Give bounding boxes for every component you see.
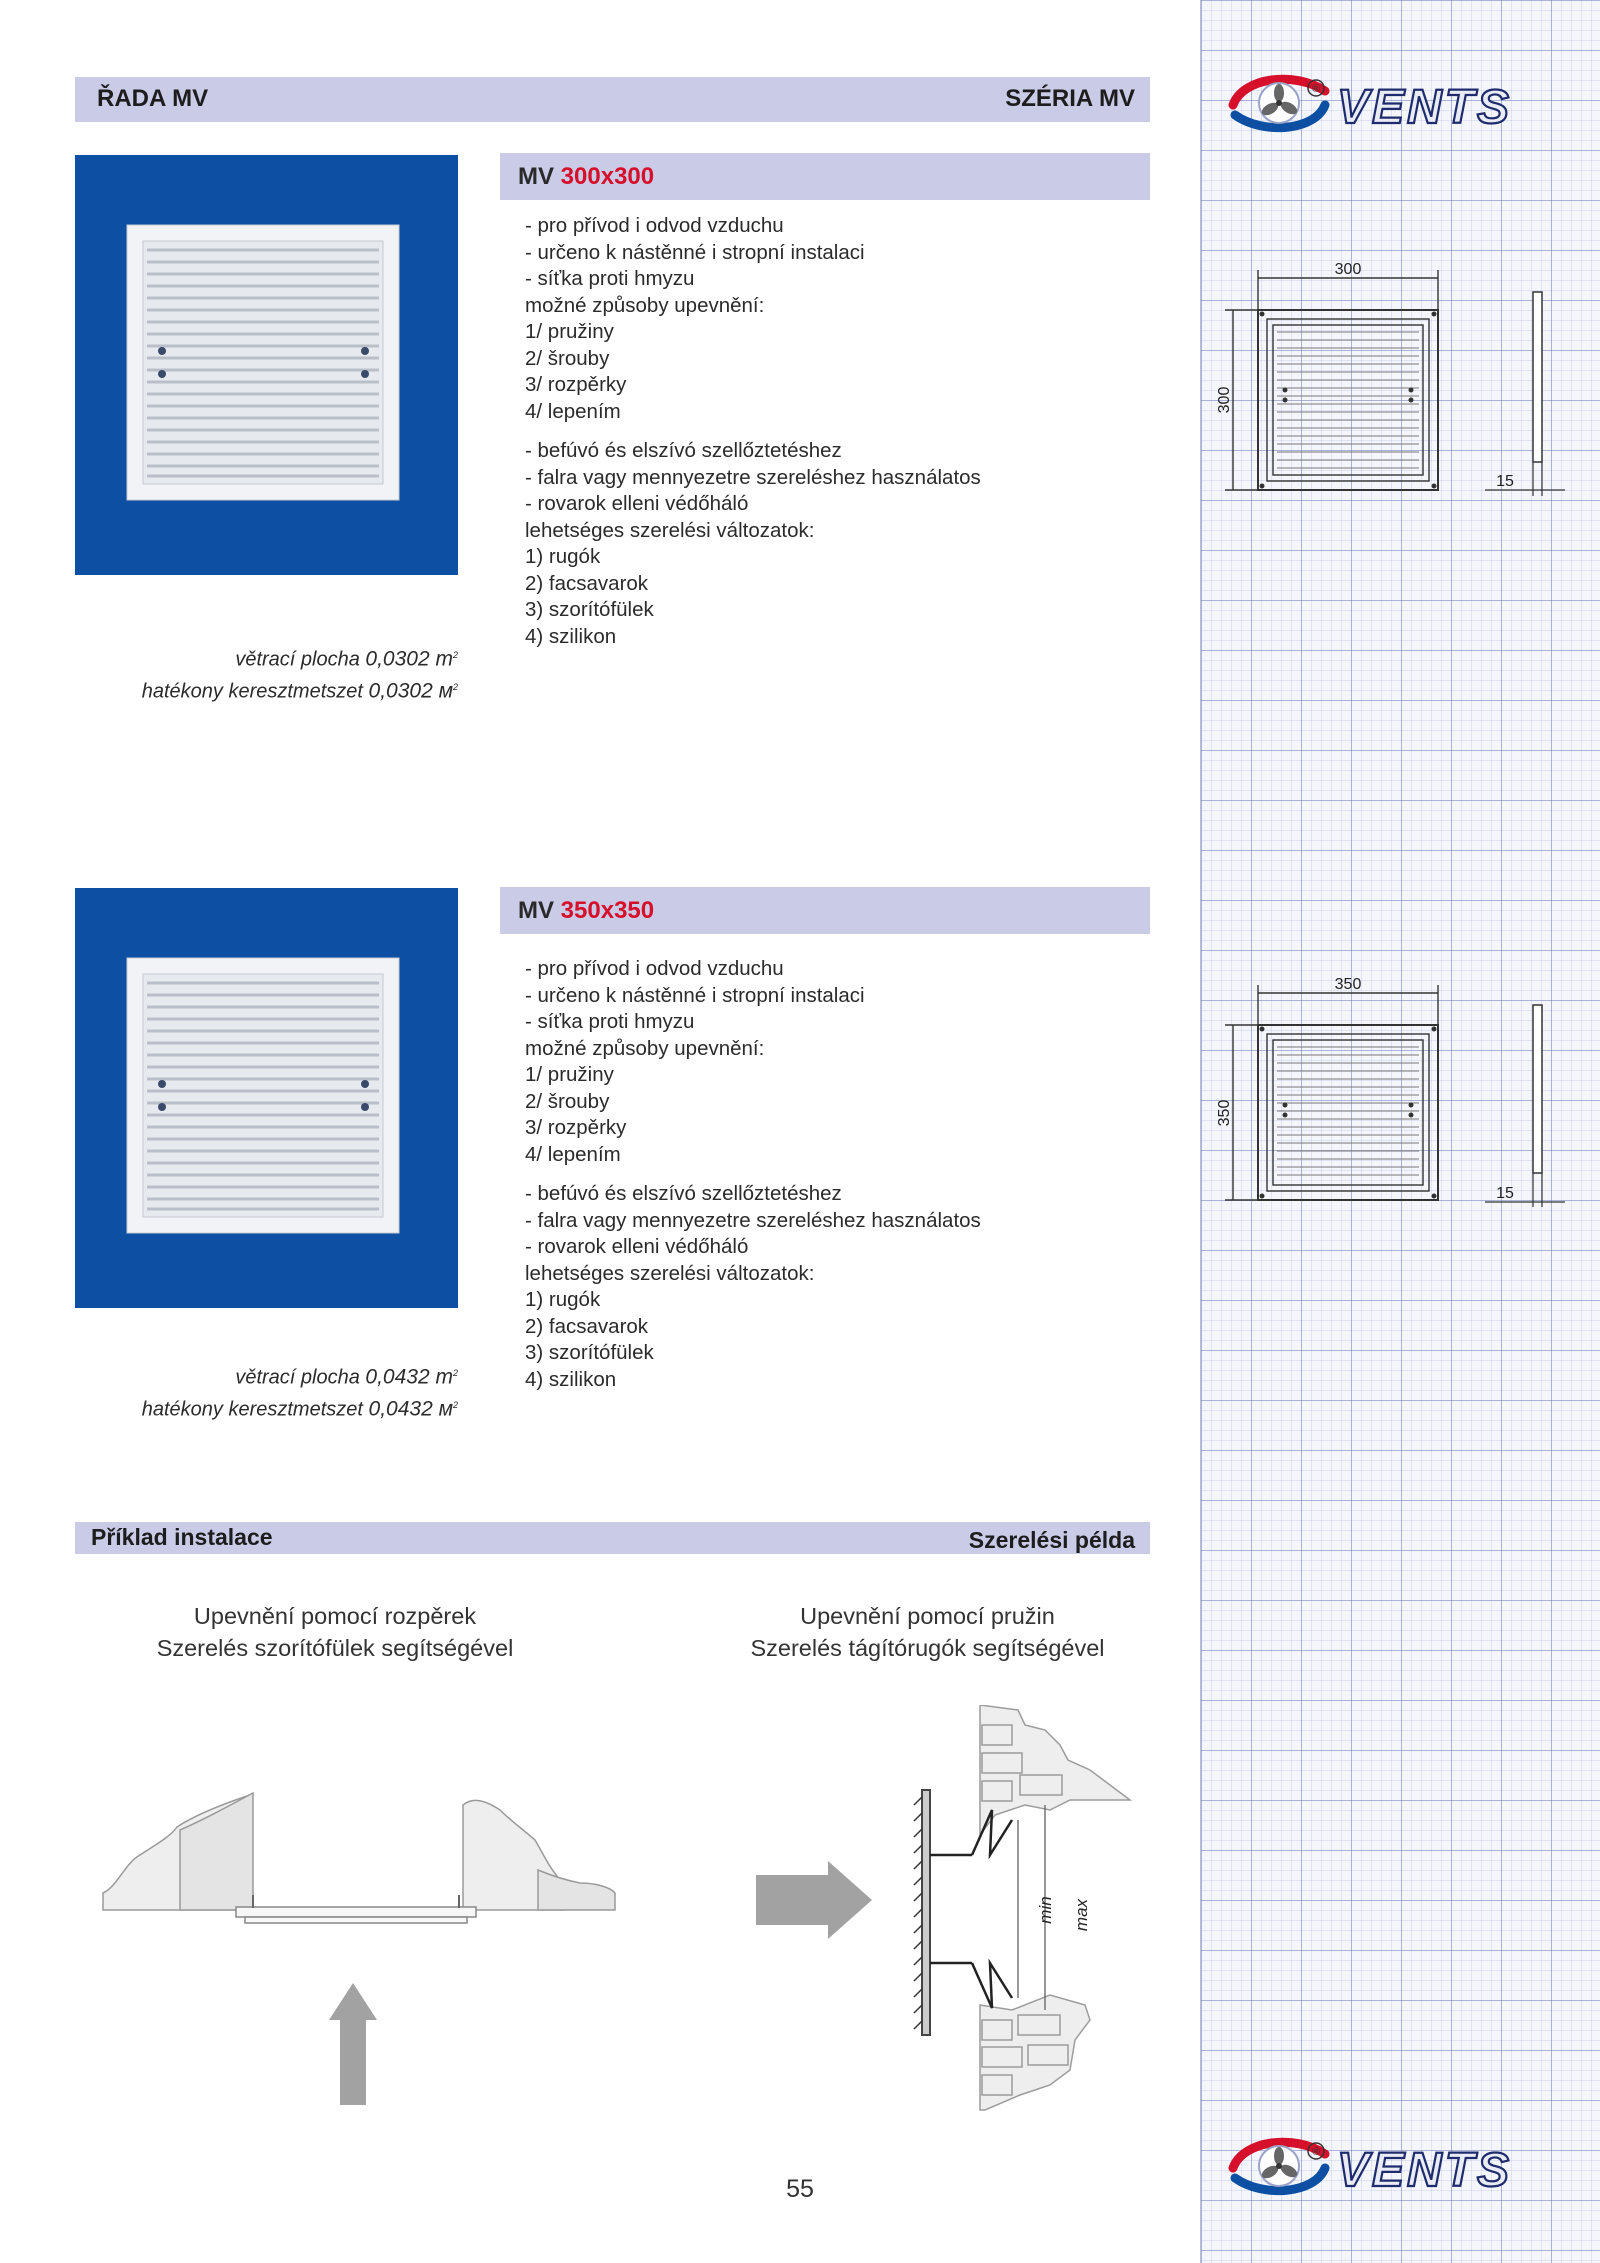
free-area-hu: hatékony keresztmetszet 0,0432 $м^2$: [141, 1397, 458, 1421]
svg-text:max: max: [1072, 1898, 1091, 1932]
desc-line: 4/ lepením: [525, 1142, 621, 1166]
vents-logo-bottom: [1225, 2128, 1565, 2203]
technical-drawing-350: [1215, 975, 1575, 1215]
installation-header-bar: [75, 1522, 1150, 1554]
up-arrow-icon: [329, 1983, 377, 2105]
model-prefix: MV: [518, 163, 554, 190]
svg-text:®: ®: [1311, 83, 1321, 95]
description-cz-300: [525, 213, 865, 425]
desc-line: lehetséges szerelési változatok:: [525, 518, 815, 542]
desc-line: 4) szilikon: [525, 1367, 617, 1391]
desc-line: 3/ rozpěrky: [525, 1116, 627, 1139]
svg-text:15: 15: [1496, 473, 1514, 490]
spring-mounting-illustration: [750, 1705, 1170, 2125]
free-area-cz: větrací plocha 0,0432 $m^2$: [235, 1365, 458, 1389]
spacer-mounting-illustration: [95, 1775, 635, 2115]
model-size: 300x300: [560, 163, 655, 190]
desc-line: 3) szorítófülek: [525, 598, 654, 621]
svg-text:®: ®: [1311, 2146, 1321, 2158]
free-area-hu: hatékony keresztmetszet 0,0302 $м^2$: [141, 679, 458, 703]
desc-line: 1) rugók: [525, 545, 601, 568]
caption-spacers: [100, 1600, 570, 1664]
right-arrow-icon: [756, 1861, 872, 1939]
caption-line: Szerelés szorítófülek segítségével: [156, 1635, 514, 1661]
series-header-bar: [75, 77, 1150, 122]
technical-drawing-300: [1215, 260, 1575, 500]
desc-line: 3/ rozpěrky: [525, 373, 627, 396]
description-hu-300: [525, 438, 981, 650]
desc-line: - befúvó és elszívó szellőztetéshez: [525, 439, 842, 462]
desc-line: 2) facsavarok: [525, 571, 649, 595]
desc-line: 2/ šrouby: [525, 1089, 610, 1113]
desc-line: - rovarok elleni védőháló: [525, 1235, 749, 1258]
desc-line: 1) rugók: [525, 1288, 601, 1311]
product-photo-350: [75, 888, 458, 1308]
svg-text:350: 350: [1216, 1099, 1233, 1127]
product-photo-300: [75, 155, 458, 575]
desc-line: 4/ lepením: [525, 399, 621, 423]
desc-line: - falra vagy mennyezetre szereléshez használatos: [525, 465, 981, 489]
desc-line: - rovarok elleni védőháló: [525, 492, 749, 515]
model-title: [518, 897, 654, 925]
series-title-hu: SZÉRIA MV: [1005, 85, 1135, 112]
desc-line: - síťka proti hmyzu: [525, 1010, 695, 1033]
caption-springs: [690, 1600, 1165, 1664]
vents-logo-top: [1225, 65, 1565, 140]
svg-text:VENTS: VENTS: [1337, 2144, 1513, 2197]
desc-line: 2/ šrouby: [525, 346, 610, 370]
model-bar-300: [500, 153, 1150, 200]
svg-text:300: 300: [1334, 261, 1362, 278]
desc-line: 1/ pružiny: [525, 1063, 614, 1086]
desc-line: - befúvó és elszívó szellőztetéshez: [525, 1182, 842, 1205]
desc-line: 1/ pružiny: [525, 320, 614, 343]
caption-line: Szerelés tágítórugók segítségével: [750, 1635, 1105, 1661]
desc-line: - síťka proti hmyzu: [525, 267, 695, 290]
model-bar-350: [500, 887, 1150, 934]
caption-line: Upevnění pomocí pružin: [800, 1603, 1055, 1629]
svg-text:15: 15: [1496, 1185, 1514, 1202]
free-area-cz: větrací plocha 0,0302 $m^2$: [235, 647, 458, 671]
svg-text:300: 300: [1216, 386, 1233, 414]
caption-line: Upevnění pomocí rozpěrek: [193, 1603, 477, 1629]
model-prefix: MV: [518, 897, 554, 924]
desc-line: lehetséges szerelési változatok:: [525, 1261, 815, 1285]
series-title-cz: ŘADA MV: [97, 85, 209, 112]
description-cz-350: [525, 956, 865, 1168]
desc-line: 2) facsavarok: [525, 1314, 649, 1338]
desc-line: 4) szilikon: [525, 624, 617, 648]
desc-line: možné způsoby upevnění:: [525, 293, 765, 317]
page-number: 55: [786, 2175, 814, 2203]
svg-text:350: 350: [1334, 976, 1362, 993]
svg-text:VENTS: VENTS: [1337, 81, 1513, 134]
svg-text:min: min: [1036, 1896, 1055, 1924]
free-area-300: [142, 642, 458, 705]
desc-line: - pro přívod i odvod vzduchu: [525, 214, 784, 237]
installation-title-hu: Szerelési példa: [968, 1527, 1135, 1553]
desc-line: 3) szorítófülek: [525, 1341, 654, 1364]
desc-line: - falra vagy mennyezetre szereléshez használatos: [525, 1208, 981, 1232]
model-size: 350x350: [560, 897, 655, 924]
desc-line: - určeno k nástěnné i stropní instalaci: [525, 983, 865, 1007]
installation-title-cz: Příklad instalace: [91, 1524, 273, 1550]
model-title: [518, 163, 654, 191]
desc-line: - pro přívod i odvod vzduchu: [525, 957, 784, 980]
desc-line: - určeno k nástěnné i stropní instalaci: [525, 240, 865, 264]
free-area-350: [142, 1360, 458, 1423]
description-hu-350: [525, 1181, 981, 1393]
desc-line: možné způsoby upevnění:: [525, 1036, 765, 1060]
